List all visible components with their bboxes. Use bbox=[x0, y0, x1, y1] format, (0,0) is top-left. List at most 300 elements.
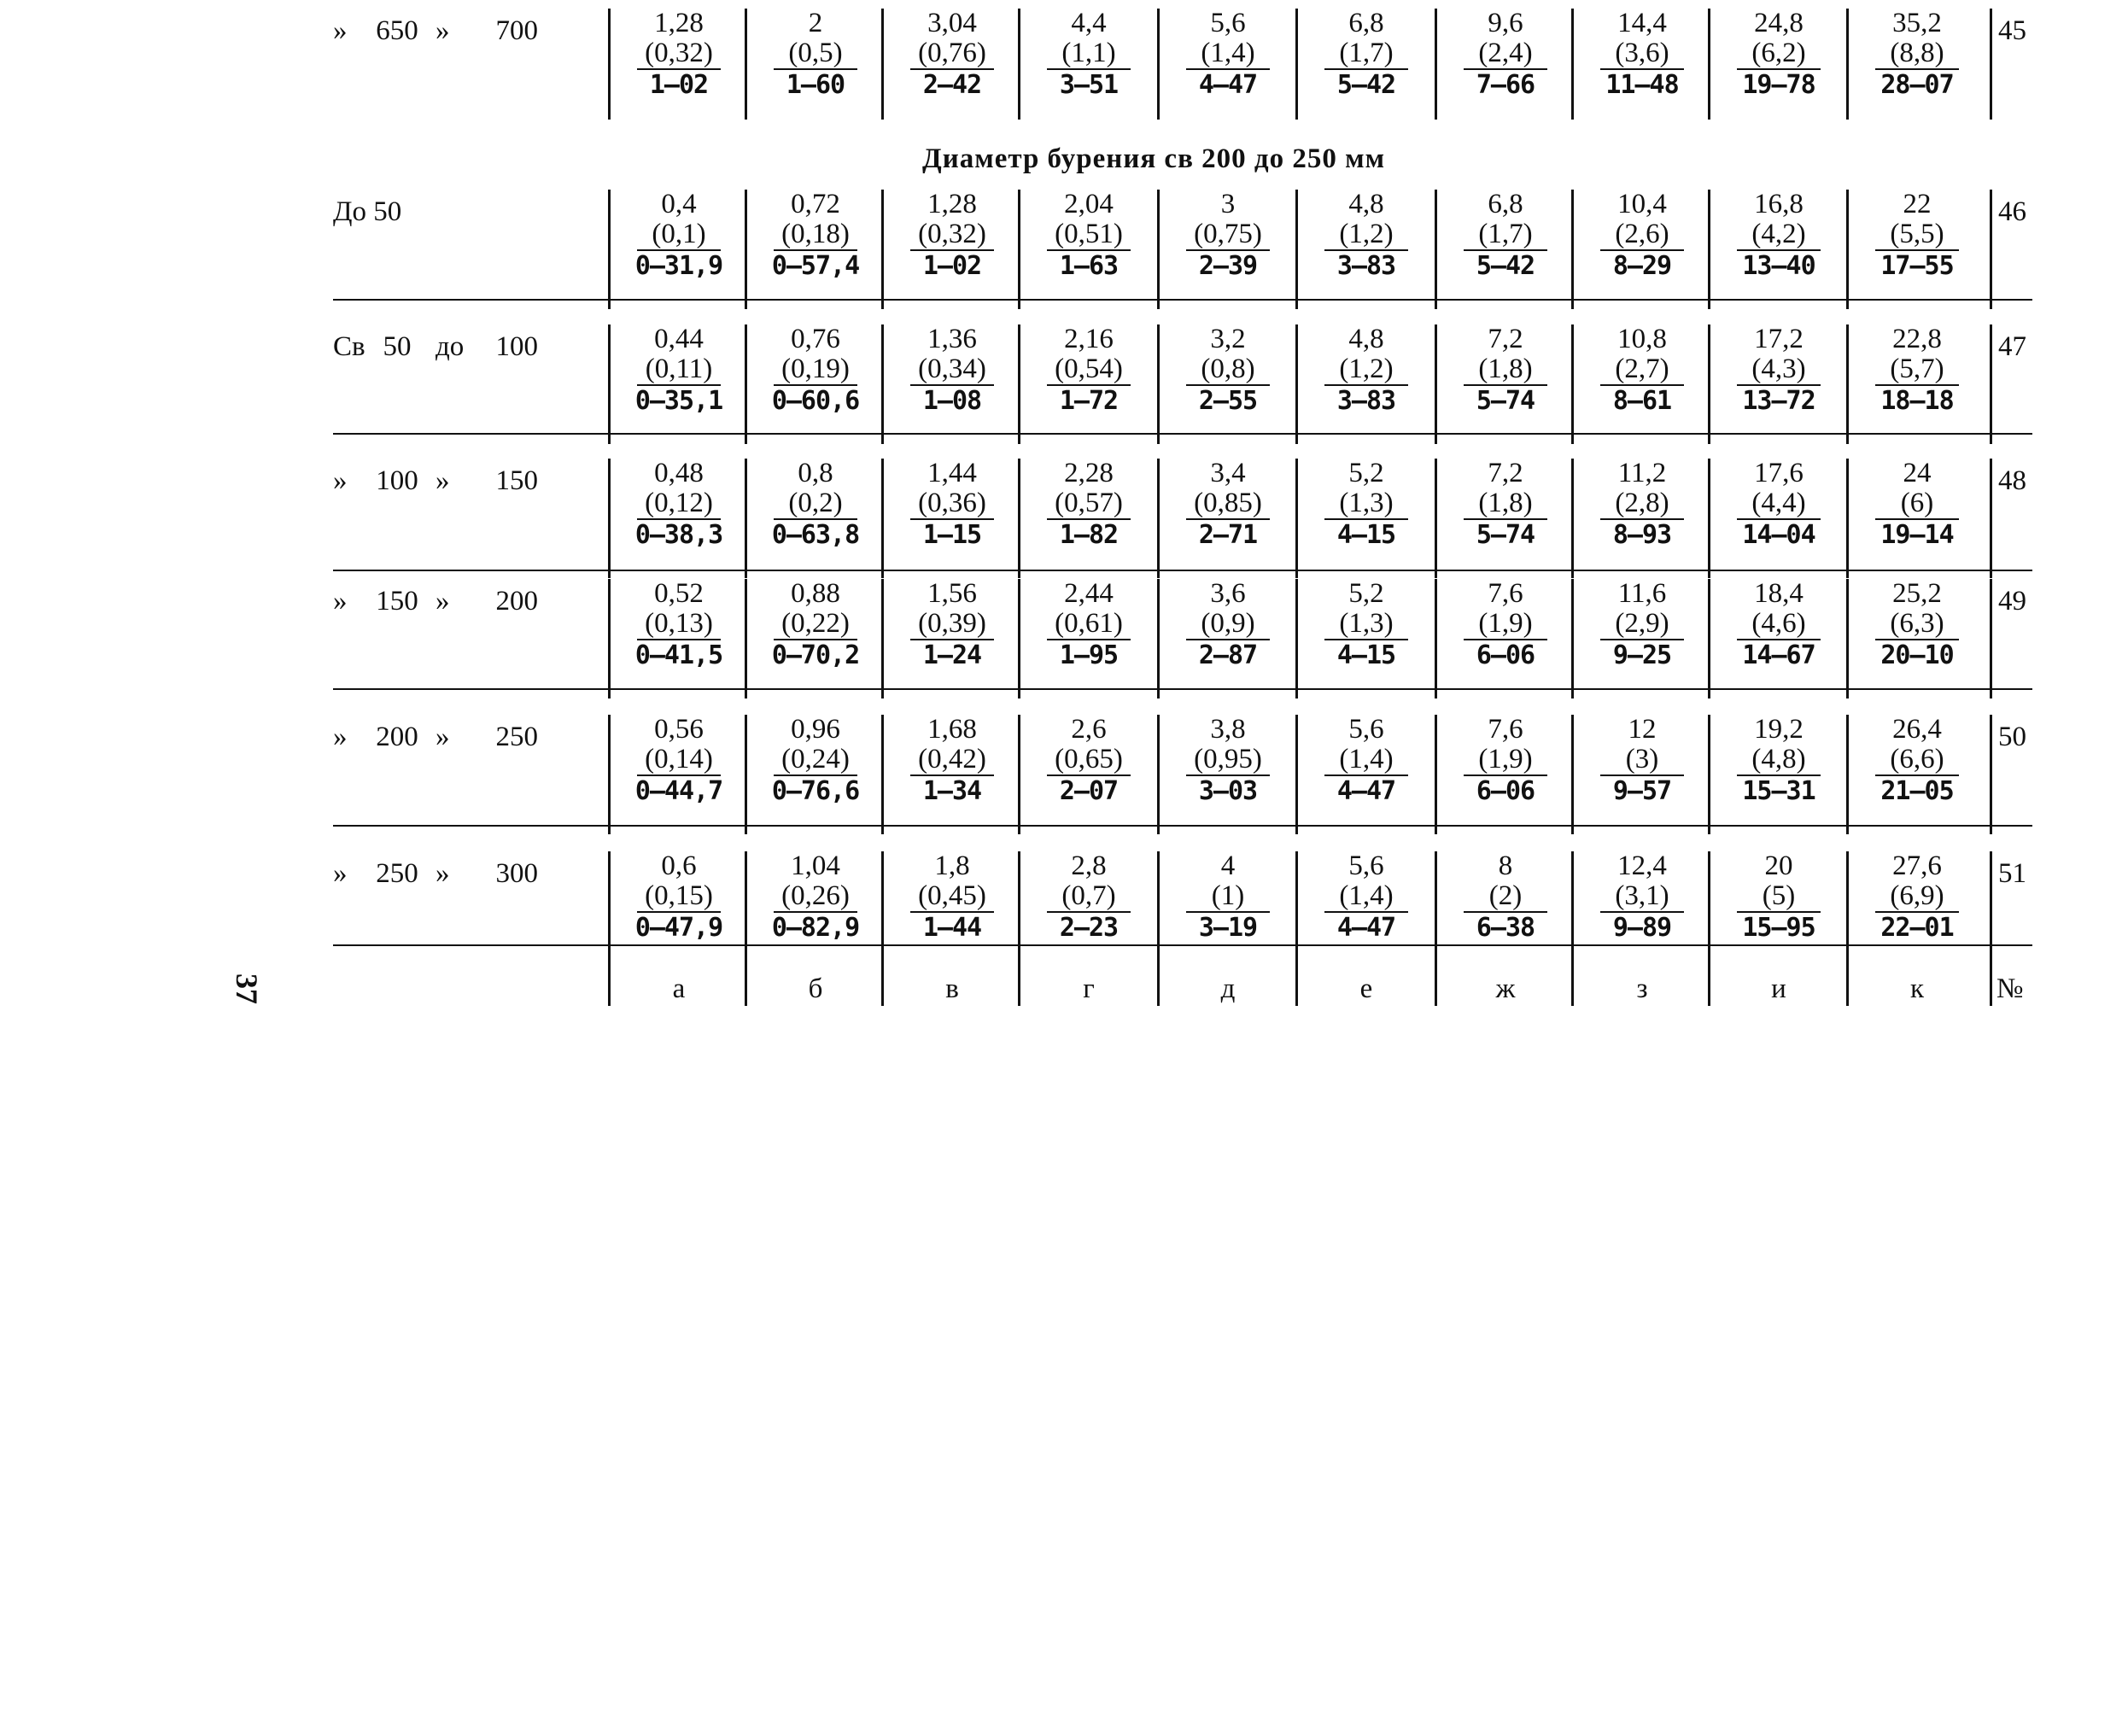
table-cell bbox=[1574, 579, 1710, 670]
cell-value: 0,4 bbox=[661, 189, 697, 219]
cell-value: 1,44 bbox=[927, 458, 977, 488]
column-rule bbox=[608, 190, 611, 309]
cell-value: 35,2 bbox=[1892, 8, 1942, 38]
cell-value-bold: 0—47,9 bbox=[634, 913, 723, 943]
cell-value-bold: 1—63 bbox=[1059, 251, 1119, 281]
table-cell bbox=[611, 579, 747, 670]
cell-value: 2 bbox=[808, 8, 823, 38]
cell-value-paren: (0,61) bbox=[1047, 609, 1131, 640]
column-rule bbox=[1018, 715, 1020, 834]
cell-value-bold: 5—42 bbox=[1336, 70, 1396, 100]
cell-value-bold: 5—74 bbox=[1476, 386, 1535, 416]
footer-column-rule bbox=[608, 944, 611, 1006]
column-rule bbox=[881, 459, 884, 578]
row-number: 49 bbox=[1998, 586, 2026, 617]
cell-value: 4 bbox=[1220, 850, 1236, 881]
cell-value-bold: 3—03 bbox=[1198, 776, 1258, 806]
cell-value-paren: (1,4) bbox=[1324, 745, 1408, 776]
row-label-from: 150 bbox=[376, 586, 418, 617]
cell-value: 0,8 bbox=[798, 458, 833, 488]
cell-value-paren: (1,1) bbox=[1047, 38, 1131, 70]
table-cell bbox=[1710, 851, 1847, 943]
cell-value-bold: 0—76,6 bbox=[771, 776, 860, 806]
table-cell bbox=[1160, 715, 1296, 806]
row-label bbox=[333, 722, 606, 753]
column-rule bbox=[1846, 190, 1849, 309]
column-rule bbox=[1990, 324, 1992, 444]
column-rule bbox=[1157, 190, 1160, 309]
table-cell bbox=[611, 715, 747, 806]
cell-value-bold: 8—93 bbox=[1612, 520, 1672, 550]
column-rule bbox=[608, 459, 611, 578]
cell-value: 27,6 bbox=[1892, 850, 1942, 881]
cell-value-bold: 4—47 bbox=[1336, 776, 1396, 806]
cell-value-paren: (0,24) bbox=[774, 745, 857, 776]
cell-value-paren: (0,12) bbox=[637, 488, 721, 520]
column-rule bbox=[1435, 9, 1437, 120]
row-rule bbox=[333, 825, 2032, 827]
table-cell bbox=[1298, 190, 1435, 281]
column-rule bbox=[1018, 324, 1020, 444]
row-number: 46 bbox=[1998, 196, 2026, 227]
row-label-connector: » bbox=[436, 465, 450, 496]
footer-column-rule bbox=[1708, 944, 1710, 1006]
column-rule bbox=[881, 579, 884, 698]
cell-value-paren: (0,39) bbox=[910, 609, 994, 640]
cell-value: 1,04 bbox=[791, 850, 840, 881]
column-letter: в bbox=[945, 973, 959, 1004]
table-cell bbox=[1298, 851, 1435, 943]
cell-value: 3,8 bbox=[1210, 714, 1246, 745]
column-rule bbox=[1571, 9, 1574, 120]
cell-value-bold: 1—24 bbox=[922, 640, 982, 670]
column-rule bbox=[745, 9, 747, 120]
cell-value: 24,8 bbox=[1754, 8, 1804, 38]
cell-value-bold: 9—57 bbox=[1612, 776, 1672, 806]
column-rule bbox=[745, 579, 747, 698]
cell-value-bold: 14—67 bbox=[1742, 640, 1815, 670]
cell-value-paren: (4,3) bbox=[1737, 354, 1821, 386]
table-cell bbox=[1437, 324, 1574, 416]
column-rule bbox=[745, 715, 747, 834]
column-rule bbox=[1708, 459, 1710, 578]
cell-value: 0,72 bbox=[791, 189, 840, 219]
cell-value-paren: (0,8) bbox=[1186, 354, 1270, 386]
column-rule bbox=[1018, 459, 1020, 578]
row-label-to: 700 bbox=[495, 15, 538, 46]
row-rule bbox=[333, 570, 2032, 571]
column-rule bbox=[1157, 579, 1160, 698]
cell-value-paren: (4,4) bbox=[1737, 488, 1821, 520]
cell-value: 0,96 bbox=[791, 714, 840, 745]
column-letter: д bbox=[1220, 973, 1236, 1004]
cell-value-bold: 18—18 bbox=[1880, 386, 1954, 416]
row-label bbox=[333, 196, 606, 228]
cell-value-bold: 4—47 bbox=[1336, 913, 1396, 943]
cell-value-paren: (0,45) bbox=[910, 881, 994, 913]
cell-value-paren: (2,9) bbox=[1600, 609, 1684, 640]
column-rule bbox=[1435, 459, 1437, 578]
cell-value-paren: (0,54) bbox=[1047, 354, 1131, 386]
cell-value: 22 bbox=[1903, 189, 1932, 219]
column-rule bbox=[1846, 715, 1849, 834]
column-rule bbox=[1018, 190, 1020, 309]
table-cell bbox=[1437, 851, 1574, 943]
table-cell bbox=[1849, 851, 1985, 943]
column-rule bbox=[1708, 190, 1710, 309]
table-cell bbox=[884, 579, 1020, 670]
column-letter: б bbox=[808, 973, 823, 1004]
cell-value-paren: (1,2) bbox=[1324, 354, 1408, 386]
table-cell bbox=[747, 459, 884, 550]
cell-value-bold: 0—57,4 bbox=[771, 251, 860, 281]
row-number: 48 bbox=[1998, 465, 2026, 496]
cell-value-bold: 1—02 bbox=[922, 251, 982, 281]
table-cell bbox=[1298, 324, 1435, 416]
cell-value-paren: (0,11) bbox=[637, 354, 721, 386]
footer-column-rule bbox=[1018, 944, 1020, 1006]
row-label-to: 200 bbox=[495, 586, 538, 617]
column-rule bbox=[1571, 324, 1574, 444]
table-cell bbox=[1849, 324, 1985, 416]
cell-value-paren: (6,2) bbox=[1737, 38, 1821, 70]
table-cell bbox=[1849, 459, 1985, 550]
cell-value: 3,6 bbox=[1210, 578, 1246, 609]
column-rule bbox=[1435, 324, 1437, 444]
column-rule bbox=[1846, 459, 1849, 578]
cell-value: 18,4 bbox=[1754, 578, 1804, 609]
column-rule bbox=[1295, 9, 1298, 120]
cell-value: 1,28 bbox=[927, 189, 977, 219]
cell-value-bold: 5—42 bbox=[1476, 251, 1535, 281]
cell-value: 3,04 bbox=[927, 8, 977, 38]
cell-value: 2,28 bbox=[1064, 458, 1114, 488]
row-label-from: 100 bbox=[376, 465, 418, 496]
cell-value: 1,36 bbox=[927, 324, 977, 354]
cell-value: 2,8 bbox=[1071, 850, 1107, 881]
table-cell bbox=[1849, 190, 1985, 281]
table-cell bbox=[1710, 579, 1847, 670]
cell-value-bold: 0—31,9 bbox=[634, 251, 723, 281]
cell-value-paren: (0,85) bbox=[1186, 488, 1270, 520]
row-label-prefix: » bbox=[333, 586, 348, 617]
table-cell bbox=[1437, 459, 1574, 550]
table-cell bbox=[1849, 579, 1985, 670]
cell-value-paren: (6,3) bbox=[1875, 609, 1959, 640]
cell-value: 25,2 bbox=[1892, 578, 1942, 609]
cell-value-bold: 8—29 bbox=[1612, 251, 1672, 281]
table-cell bbox=[611, 324, 747, 416]
table-cell bbox=[611, 851, 747, 943]
cell-value-bold: 3—83 bbox=[1336, 251, 1396, 281]
row-label-to: 150 bbox=[495, 465, 538, 496]
row-label-prefix: » bbox=[333, 858, 348, 889]
cell-value-bold: 0—60,6 bbox=[771, 386, 860, 416]
column-rule bbox=[1990, 9, 1992, 120]
cell-value-bold: 2—07 bbox=[1059, 776, 1119, 806]
cell-value-paren: (0,22) bbox=[774, 609, 857, 640]
cell-value: 0,76 bbox=[791, 324, 840, 354]
cell-value-paren: (2) bbox=[1464, 881, 1547, 913]
table-cell bbox=[1849, 715, 1985, 806]
column-rule bbox=[745, 459, 747, 578]
table-cell bbox=[1298, 459, 1435, 550]
cell-value: 6,8 bbox=[1488, 189, 1523, 219]
cell-value: 0,48 bbox=[654, 458, 704, 488]
cell-value-bold: 2—55 bbox=[1198, 386, 1258, 416]
cell-value-paren: (4,2) bbox=[1737, 219, 1821, 251]
column-letter: е bbox=[1359, 973, 1373, 1004]
cell-value-bold: 3—19 bbox=[1198, 913, 1258, 943]
cell-value: 10,4 bbox=[1617, 189, 1667, 219]
row-label-connector: » bbox=[436, 858, 450, 889]
footer-column-rule bbox=[881, 944, 884, 1006]
cell-value-bold: 5—74 bbox=[1476, 520, 1535, 550]
table-row bbox=[0, 715, 2128, 834]
cell-value-paren: (1) bbox=[1186, 881, 1270, 913]
cell-value: 6,8 bbox=[1348, 8, 1384, 38]
row-label-to: 100 bbox=[495, 331, 538, 362]
cell-value-paren: (0,57) bbox=[1047, 488, 1131, 520]
cell-value: 17,6 bbox=[1754, 458, 1804, 488]
table-cell bbox=[747, 715, 884, 806]
column-rule bbox=[745, 190, 747, 309]
table-cell bbox=[884, 459, 1020, 550]
column-rule bbox=[1571, 459, 1574, 578]
table-cell bbox=[747, 851, 884, 943]
cell-value: 0,6 bbox=[661, 850, 697, 881]
cell-value-paren: (0,2) bbox=[774, 488, 857, 520]
cell-value-paren: (0,75) bbox=[1186, 219, 1270, 251]
cell-value-bold: 6—38 bbox=[1476, 913, 1535, 943]
cell-value-bold: 2—42 bbox=[922, 70, 982, 100]
cell-value-paren: (0,18) bbox=[774, 219, 857, 251]
cell-value-paren: (0,7) bbox=[1047, 881, 1131, 913]
column-rule bbox=[1157, 324, 1160, 444]
row-label-prefix: Св bbox=[333, 331, 365, 362]
column-rule bbox=[745, 324, 747, 444]
cell-value: 2,44 bbox=[1064, 578, 1114, 609]
cell-value: 4,8 bbox=[1348, 324, 1384, 354]
table-cell bbox=[1160, 9, 1296, 100]
cell-value-bold: 0—35,1 bbox=[634, 386, 723, 416]
cell-value-bold: 9—25 bbox=[1612, 640, 1672, 670]
table-row bbox=[0, 579, 2128, 698]
cell-value-bold: 11—48 bbox=[1605, 70, 1679, 100]
column-rule bbox=[1990, 459, 1992, 578]
cell-value-bold: 2—39 bbox=[1198, 251, 1258, 281]
table-cell bbox=[747, 9, 884, 100]
table-cell bbox=[1574, 851, 1710, 943]
row-rule bbox=[333, 688, 2032, 690]
cell-value: 1,28 bbox=[654, 8, 704, 38]
column-rule bbox=[608, 579, 611, 698]
column-rule bbox=[608, 324, 611, 444]
cell-value-paren: (1,7) bbox=[1464, 219, 1547, 251]
cell-value-paren: (1,4) bbox=[1186, 38, 1270, 70]
cell-value-bold: 19—14 bbox=[1880, 520, 1954, 550]
cell-value: 3,4 bbox=[1210, 458, 1246, 488]
cell-value-bold: 4—15 bbox=[1336, 520, 1396, 550]
table-row bbox=[0, 324, 2128, 444]
cell-value-paren: (2,6) bbox=[1600, 219, 1684, 251]
row-label bbox=[333, 858, 606, 890]
cell-value-paren: (1,9) bbox=[1464, 609, 1547, 640]
cell-value-paren: (1,9) bbox=[1464, 745, 1547, 776]
table-cell bbox=[1298, 9, 1435, 100]
row-label-from: 250 bbox=[376, 858, 418, 889]
cell-value-paren: (0,1) bbox=[637, 219, 721, 251]
row-label bbox=[333, 465, 606, 497]
cell-value-paren: (0,95) bbox=[1186, 745, 1270, 776]
cell-value-paren: (0,51) bbox=[1047, 219, 1131, 251]
cell-value-bold: 1—15 bbox=[922, 520, 982, 550]
table-cell bbox=[1160, 190, 1296, 281]
column-rule bbox=[1990, 715, 1992, 834]
table-cell bbox=[884, 324, 1020, 416]
cell-value-bold: 0—41,5 bbox=[634, 640, 723, 670]
cell-value-paren: (0,34) bbox=[910, 354, 994, 386]
cell-value-paren: (5,5) bbox=[1875, 219, 1959, 251]
row-label-connector: » bbox=[436, 15, 450, 46]
table-cell bbox=[1574, 9, 1710, 100]
cell-value-bold: 6—06 bbox=[1476, 640, 1535, 670]
column-letter: з bbox=[1636, 973, 1648, 1004]
cell-value: 7,2 bbox=[1488, 324, 1523, 354]
table-cell bbox=[1020, 190, 1157, 281]
cell-value: 7,6 bbox=[1488, 714, 1523, 745]
cell-value-paren: (3) bbox=[1600, 745, 1684, 776]
cell-value-bold: 14—04 bbox=[1742, 520, 1815, 550]
row-number: 51 bbox=[1998, 858, 2026, 889]
cell-value: 24 bbox=[1903, 458, 1932, 488]
cell-value-paren: (0,65) bbox=[1047, 745, 1131, 776]
cell-value-paren: (2,8) bbox=[1600, 488, 1684, 520]
cell-value-paren: (4,6) bbox=[1737, 609, 1821, 640]
cell-value-paren: (0,9) bbox=[1186, 609, 1270, 640]
column-rule bbox=[881, 715, 884, 834]
table-row bbox=[0, 459, 2128, 578]
cell-value-paren: (5) bbox=[1737, 881, 1821, 913]
column-rule bbox=[1018, 579, 1020, 698]
row-label-prefix: » bbox=[333, 465, 348, 496]
cell-value-bold: 1—44 bbox=[922, 913, 982, 943]
footer-column-rule bbox=[1990, 944, 1992, 1006]
cell-value: 2,6 bbox=[1071, 714, 1107, 745]
cell-value: 17,2 bbox=[1754, 324, 1804, 354]
column-rule bbox=[1295, 459, 1298, 578]
footer-column-rule bbox=[1571, 944, 1574, 1006]
cell-value-bold: 2—71 bbox=[1198, 520, 1258, 550]
table-cell bbox=[884, 190, 1020, 281]
cell-value: 5,6 bbox=[1348, 714, 1384, 745]
table-cell bbox=[1437, 579, 1574, 670]
cell-value-paren: (1,2) bbox=[1324, 219, 1408, 251]
cell-value-bold: 0—38,3 bbox=[634, 520, 723, 550]
cell-value-paren: (0,19) bbox=[774, 354, 857, 386]
cell-value-paren: (0,32) bbox=[637, 38, 721, 70]
cell-value: 3 bbox=[1220, 189, 1236, 219]
cell-value-paren: (0,32) bbox=[910, 219, 994, 251]
cell-value-paren: (0,42) bbox=[910, 745, 994, 776]
cell-value: 26,4 bbox=[1892, 714, 1942, 745]
cell-value-bold: 1—95 bbox=[1059, 640, 1119, 670]
footer-column-rule bbox=[1435, 944, 1437, 1006]
cell-value: 16,8 bbox=[1754, 189, 1804, 219]
cell-value: 14,4 bbox=[1617, 8, 1667, 38]
row-label-from: 50 bbox=[383, 331, 412, 362]
row-label-to: 250 bbox=[495, 722, 538, 752]
cell-value: 5,2 bbox=[1348, 458, 1384, 488]
column-rule bbox=[1990, 190, 1992, 309]
table-cell bbox=[1437, 715, 1574, 806]
column-rule bbox=[1990, 579, 1992, 698]
table-cell bbox=[1437, 9, 1574, 100]
table-cell bbox=[1160, 459, 1296, 550]
cell-value: 5,6 bbox=[1348, 850, 1384, 881]
cell-value-bold: 1—82 bbox=[1059, 520, 1119, 550]
cell-value: 22,8 bbox=[1892, 324, 1942, 354]
cell-value-paren: (2,7) bbox=[1600, 354, 1684, 386]
cell-value-paren: (3,1) bbox=[1600, 881, 1684, 913]
cell-value: 11,6 bbox=[1617, 578, 1667, 609]
column-rule bbox=[1708, 9, 1710, 120]
cell-value-paren: (3,6) bbox=[1600, 38, 1684, 70]
cell-value-bold: 1—60 bbox=[786, 70, 845, 100]
row-label-text: До 50 bbox=[333, 196, 402, 227]
table-cell bbox=[1020, 715, 1157, 806]
cell-value-paren: (6,6) bbox=[1875, 745, 1959, 776]
cell-value-bold: 4—47 bbox=[1198, 70, 1258, 100]
table-cell bbox=[1298, 579, 1435, 670]
cell-value-bold: 15—95 bbox=[1742, 913, 1815, 943]
cell-value-bold: 1—08 bbox=[922, 386, 982, 416]
cell-value-paren: (0,15) bbox=[637, 881, 721, 913]
cell-value: 1,56 bbox=[927, 578, 977, 609]
cell-value: 8 bbox=[1498, 850, 1513, 881]
cell-value-bold: 2—87 bbox=[1198, 640, 1258, 670]
cell-value-paren: (4,8) bbox=[1737, 745, 1821, 776]
cell-value: 5,2 bbox=[1348, 578, 1384, 609]
row-label-to: 300 bbox=[495, 858, 538, 889]
column-rule bbox=[1708, 715, 1710, 834]
cell-value-paren: (6,9) bbox=[1875, 881, 1959, 913]
cell-value-bold: 7—66 bbox=[1476, 70, 1535, 100]
cell-value: 0,44 bbox=[654, 324, 704, 354]
cell-value-paren: (1,8) bbox=[1464, 354, 1547, 386]
column-rule bbox=[1846, 324, 1849, 444]
table-cell bbox=[1020, 459, 1157, 550]
table-cell bbox=[884, 715, 1020, 806]
number-header: № bbox=[1996, 973, 2024, 1004]
row-label-connector: до bbox=[436, 331, 465, 362]
cell-value: 20 bbox=[1764, 850, 1793, 881]
footer-column-rule bbox=[745, 944, 747, 1006]
footer-column-rule bbox=[1295, 944, 1298, 1006]
cell-value-paren: (8,8) bbox=[1875, 38, 1959, 70]
cell-value-bold: 1—02 bbox=[649, 70, 709, 100]
cell-value-bold: 0—70,2 bbox=[771, 640, 860, 670]
cell-value-bold: 2—23 bbox=[1059, 913, 1119, 943]
cell-value: 4,8 bbox=[1348, 189, 1384, 219]
cell-value-bold: 9—89 bbox=[1612, 913, 1672, 943]
column-rule bbox=[1157, 459, 1160, 578]
table-row bbox=[0, 9, 2128, 120]
cell-value-bold: 22—01 bbox=[1880, 913, 1954, 943]
row-number: 47 bbox=[1998, 331, 2026, 362]
table-cell bbox=[884, 9, 1020, 100]
cell-value-bold: 15—31 bbox=[1742, 776, 1815, 806]
